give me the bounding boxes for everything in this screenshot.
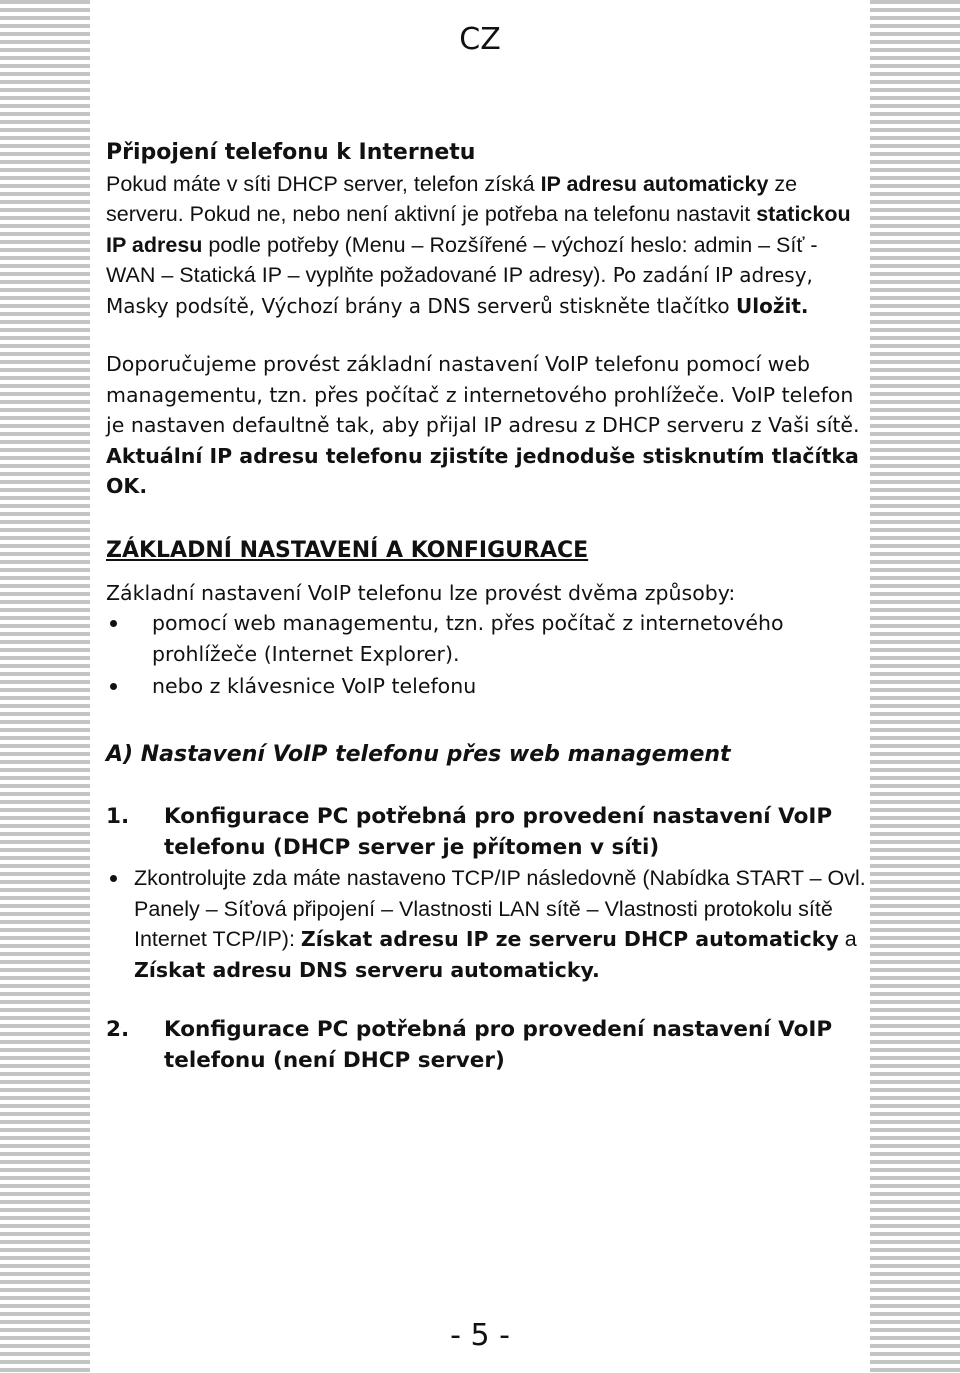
left-decorative-stripes: [0, 0, 90, 1373]
list-item-text: pomocí web managementu, tzn. přes počítač z internetového prohlížeče (Internet Explorer).: [152, 611, 784, 666]
text-run: ze serveru. Pokud ne, nebo není aktivní je potřeba na telefonu nastavit: [106, 171, 798, 226]
basic-config-intro: Základní nastavení VoIP telefonu lze provést dvěma způsoby:: [106, 580, 736, 605]
internet-paragraph: [106, 169, 866, 322]
bold-text-run: Uložit.: [736, 293, 809, 318]
section-title-web-management: A) Nastavení VoIP telefonu přes web management: [106, 741, 731, 767]
bold-text-run: Aktuální IP adresu telefonu zjistíte jednoduše stisknutím tlačítka OK.: [106, 443, 859, 498]
text-run: Pokud máte v síti DHCP server, telefon získá: [106, 171, 541, 196]
section-title-basic-config: ZÁKLADNÍ NASTAVENÍ A KONFIGURACE: [106, 537, 589, 563]
list-item: [106, 608, 866, 669]
bullet-icon: [110, 875, 117, 882]
item-title: Konfigurace PC potřebná pro provedení nastavení VoIP telefonu (DHCP server je přítomen v síti): [164, 804, 833, 860]
list-item-text: nebo z klávesnice VoIP telefonu: [152, 674, 477, 698]
numbered-item-1: [106, 802, 866, 863]
right-decorative-stripes: [870, 0, 960, 1373]
text-run: a: [838, 927, 857, 951]
item-number: 2.: [106, 1017, 130, 1042]
item-number: 1.: [106, 804, 130, 829]
text-run: Po zadání IP adresy, Masky podsítě, Výchozí brány a DNS serverů stiskněte tlačítko: [106, 263, 813, 318]
config-methods-list: [106, 608, 866, 702]
recommendation-paragraph: [106, 349, 866, 502]
bold-text-run: Získat adresu DNS serveru automaticky.: [134, 957, 600, 982]
page-language-label: CZ: [459, 22, 501, 57]
bold-text-run: statickou IP adresu: [106, 202, 851, 257]
section-title-internet: Připojení telefonu k Internetu: [106, 140, 476, 165]
tcpip-instruction: [106, 863, 866, 985]
item-title: Konfigurace PC potřebná pro provedení nastavení VoIP telefonu (není DHCP server): [164, 1017, 833, 1073]
list-item: [106, 671, 866, 702]
numbered-item-2: [106, 1015, 866, 1076]
bold-text-run: IP adresu automaticky: [540, 171, 769, 196]
text-run: Doporučujeme provést základní nastavení VoIP telefonu pomocí web managementu, tzn. přes počítač z internetového prohlížeče. VoIP telefon je nastaven defaultně tak, aby přijal IP adresu z DHCP serveru z Vaši sítě.: [106, 352, 860, 437]
bullet-icon: [110, 620, 117, 627]
page-content: [106, 138, 866, 1076]
bullet-icon: [110, 683, 117, 690]
text-run: Zkontrolujte zda máte nastaveno TCP/IP následovně (Nabídka START – Ovl. Panely – Síťová připojení – Vlastnosti LAN sítě – Vlastnosti protokolu sítě Internet TCP/IP):: [134, 866, 866, 951]
page-number: - 5 -: [450, 1318, 510, 1353]
text-run: podle potřeby (Menu – Rozšířené – výchozí heslo: admin – Síť - WAN – Statická IP – vyplňte požadované IP adresy).: [106, 232, 818, 287]
bold-text-run: Získat adresu IP ze serveru DHCP automaticky: [300, 927, 839, 951]
